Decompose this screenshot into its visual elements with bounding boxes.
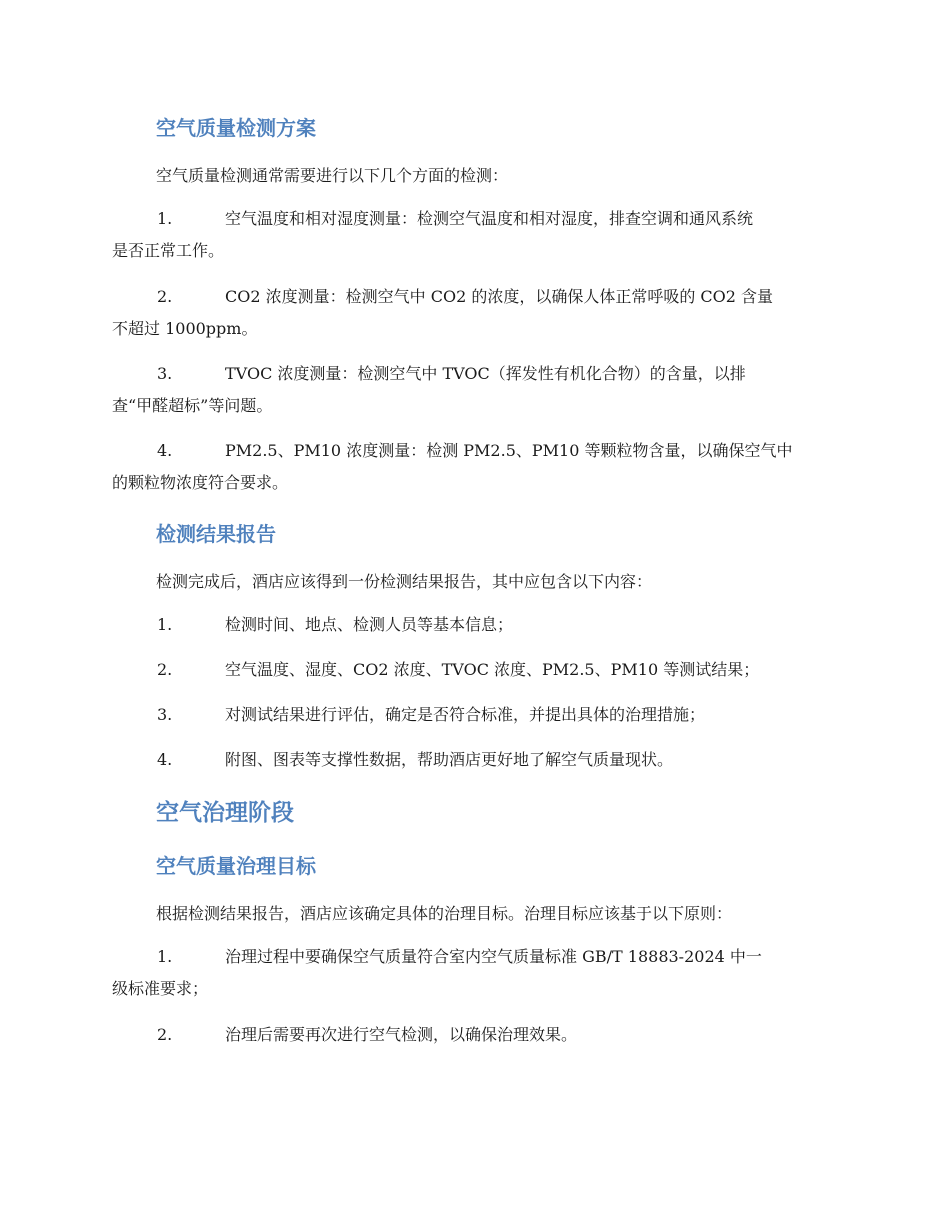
list-number: 2.: [157, 287, 173, 306]
list-number: 4.: [157, 441, 173, 460]
list-text-continued: 级标准要求；: [112, 979, 209, 998]
list-item: [112, 435, 840, 499]
paragraph-intro: 空气质量检测通常需要进行以下几个方面的检测：: [156, 166, 509, 185]
list-number: 4.: [157, 750, 173, 769]
list-number: 2.: [157, 660, 173, 679]
list-number: 1.: [157, 209, 173, 228]
section-heading-result-report: 检测结果报告: [156, 522, 276, 546]
list-item: [112, 281, 840, 345]
list-text: CO2 浓度测量：检测空气中 CO2 的浓度，以确保人体正常呼吸的 CO2 含量: [225, 287, 774, 306]
list-item: [112, 654, 840, 686]
section-heading-detection-plan: 空气质量检测方案: [156, 116, 316, 140]
list-item: [112, 1019, 840, 1051]
list-text: 检测时间、地点、检测人员等基本信息；: [225, 615, 514, 634]
list-text: 对测试结果进行评估，确定是否符合标准，并提出具体的治理措施；: [225, 705, 706, 724]
paragraph-intro: 根据检测结果报告，酒店应该确定具体的治理目标。治理目标应该基于以下原则：: [156, 904, 733, 923]
list-text: PM2.5、PM10 浓度测量：检测 PM2.5、PM10 等颗粒物含量，以确保空气中: [225, 441, 793, 460]
list-number: 1.: [157, 947, 173, 966]
list-text: 空气温度和相对湿度测量：检测空气温度和相对湿度，排查空调和通风系统: [225, 209, 754, 228]
list-text-continued: 的颗粒物浓度符合要求。: [112, 473, 289, 492]
list-number: 3.: [157, 364, 173, 383]
list-item: [112, 358, 840, 422]
paragraph-intro: 检测完成后，酒店应该得到一份检测结果报告，其中应包含以下内容：: [156, 572, 653, 591]
section-heading-treatment-stage: 空气治理阶段: [156, 800, 294, 826]
list-item: [112, 609, 840, 641]
list-text-continued: 不超过 1000ppm。: [112, 319, 258, 338]
list-number: 3.: [157, 705, 173, 724]
list-text-continued: 查“甲醛超标”等问题。: [112, 396, 273, 415]
list-text: TVOC 浓度测量：检测空气中 TVOC（挥发性有机化合物）的含量，以排: [225, 364, 746, 383]
list-text: 治理过程中要确保空气质量符合室内空气质量标准 GB/T 18883-2024 中一: [225, 947, 762, 966]
section-heading-treatment-goals: 空气质量治理目标: [156, 854, 316, 878]
list-text: 空气温度、湿度、CO2 浓度、TVOC 浓度、PM2.5、PM10 等测试结果；: [225, 660, 760, 679]
list-number: 1.: [157, 615, 173, 634]
list-text: 治理后需要再次进行空气检测，以确保治理效果。: [225, 1025, 578, 1044]
list-text-continued: 是否正常工作。: [112, 241, 225, 260]
list-text: 附图、图表等支撑性数据，帮助酒店更好地了解空气质量现状。: [225, 750, 674, 769]
list-item: [112, 941, 840, 1005]
list-item: [112, 744, 840, 776]
list-item: [112, 203, 840, 267]
list-number: 2.: [157, 1025, 173, 1044]
list-item: [112, 699, 840, 731]
